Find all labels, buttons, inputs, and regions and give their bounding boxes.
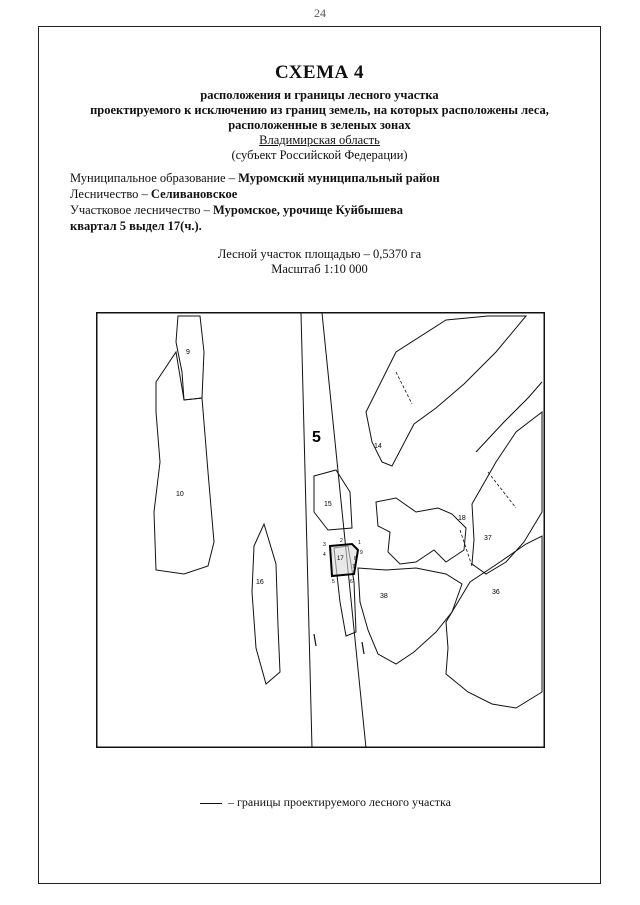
forestry-line (70, 186, 237, 202)
scheme-title: СХЕМА 4 (274, 62, 365, 83)
district-line (70, 202, 403, 218)
forestry-label: Лесничество – (70, 187, 151, 201)
point-4-label: 4 (323, 552, 326, 558)
parcel-38-label: 38 (380, 593, 388, 600)
point-7-label: 7 (352, 564, 355, 570)
parcel-18-label: 18 (458, 515, 466, 522)
quarter-number-label: 5 (312, 429, 321, 446)
point-6-label: 6 (350, 579, 353, 585)
area-text: Лесной участок площадью – 0,5370 га (217, 247, 422, 261)
scheme-subtitle-line-1: расположения и границы лесного участка (200, 88, 439, 102)
parcel-37-label: 37 (484, 535, 492, 542)
district-label: Участковое лесничество – (70, 203, 214, 217)
scheme-subtitle-line-3: расположенные в зеленых зонах (228, 118, 411, 132)
region-name: Владимирская область (259, 133, 380, 147)
quarter-line: квартал 5 выдел 17(ч.). (70, 219, 202, 233)
forestry-value: Селивановское (150, 187, 238, 201)
point-2-label: 2 (340, 538, 343, 544)
point-1-label: 1 (358, 540, 361, 546)
municipality-line (70, 170, 440, 186)
subject-note: (субъект Российской Федерации) (231, 148, 408, 162)
district-value: Муромское, урочище Куйбышева (213, 203, 403, 217)
point-3-label: 3 (323, 542, 326, 548)
parcel-36-label: 36 (492, 589, 500, 596)
municipality-value: Муромский муниципальный район (238, 171, 440, 185)
point-5-label: 5 (332, 579, 335, 585)
point-8-label: 8 (354, 556, 357, 562)
scale-text: Масштаб 1:10 000 (271, 262, 368, 276)
legend-text: – границы проектируемого лесного участка (228, 795, 451, 809)
parcel-9-label: 9 (186, 349, 190, 356)
parcel-15-label: 15 (324, 501, 332, 508)
parcel-17-label: 17 (337, 556, 344, 562)
page-number: 24 (314, 6, 326, 20)
scheme-subtitle-line-2: проектируемого к исключению из границ земель, на которых расположены леса, (90, 103, 549, 117)
municipality-label: Муниципальное образование – (70, 171, 239, 185)
map-legend (200, 795, 451, 810)
forest-map (96, 312, 545, 748)
parcel-10-label: 10 (176, 491, 184, 498)
legend-boundary-line (200, 803, 222, 804)
parcel-16-label: 16 (256, 579, 264, 586)
point-9-label: 9 (360, 550, 363, 556)
parcel-14-label: 14 (374, 443, 382, 450)
map-border (97, 313, 545, 748)
